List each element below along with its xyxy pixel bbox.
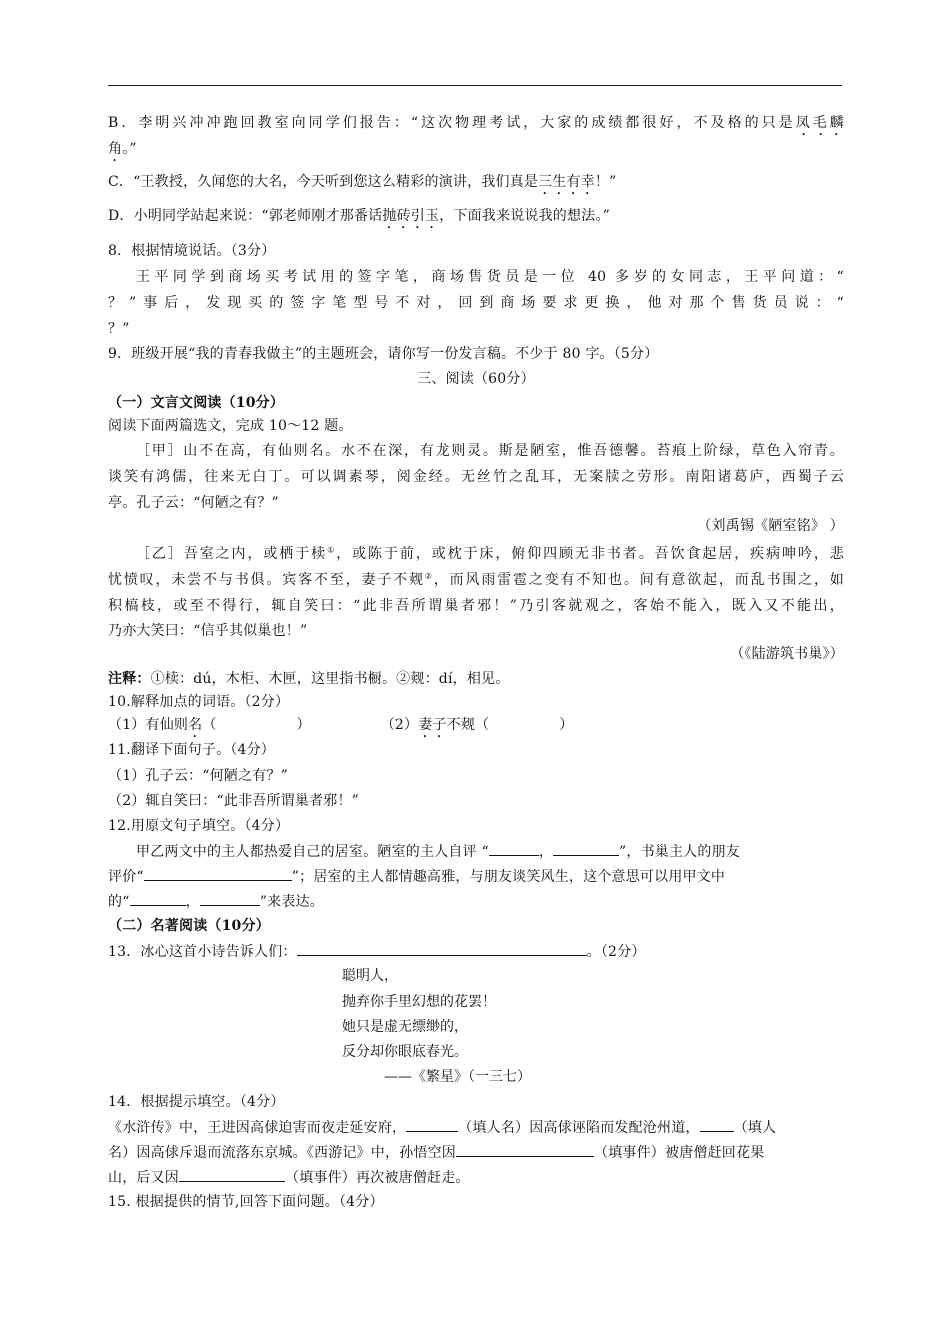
passage-yi-line1a: ［乙］吾室之内，或栖于椟	[136, 546, 328, 562]
option-c-idiom: 三生有幸	[538, 174, 595, 190]
annotation-text: ①椟：dú，木柜、木匣，这里指书橱。②觌：dí，相见。	[150, 671, 510, 687]
q12-line1-end: ”，书巢主人的朋友	[619, 844, 740, 860]
passage-jia-line1: ［甲］山不在高，有仙则名。水不在深，有龙则灵。斯是陋室，惟吾德馨。苔痕上阶绿，草色入帘青。	[136, 443, 844, 459]
poem-line-4: 反分却你眼底春光。	[342, 1044, 468, 1060]
q13-text: 13．冰心这首小诗告诉人们：	[108, 944, 297, 960]
question-8: 8．根据情境说话。（3分）	[108, 243, 276, 259]
q14-line1-text: 《水浒传》中，王进因高俅迫害而夜走延安府，	[108, 1120, 407, 1136]
q12-line2-text: ”；居室的主人都情趣高雅，与朋友谈笑风生，这个意思可以用甲文中	[291, 869, 726, 885]
q13-end: 。（2分）	[586, 944, 646, 960]
passage-yi-line2b: ，而风雨雷雹之变有不知也。间有意欲起，而乱书围之，如	[433, 572, 845, 588]
option-d-end: ，下面我来说说我的想法。”	[439, 208, 610, 224]
q13-blank[interactable]	[297, 942, 587, 956]
option-b-idiom-end: 角	[108, 141, 123, 157]
q10a-paren-close: ）	[296, 717, 311, 733]
q12-line2-start: 评价“	[108, 869, 144, 885]
question-8-para1: 王平同学到商场买考试用的签字笔，商场售货员是一位 40 多岁的女同志，王平问道：“	[136, 269, 844, 285]
question-12-line2	[108, 867, 844, 886]
passage-yi-source: （《陆游筑书巢》）	[730, 646, 844, 662]
question-12: 12.用原文句子填空。（4分）	[108, 818, 290, 834]
question-12-line3	[108, 892, 844, 911]
question-11b: （2）辄自笑曰：“此非吾所谓巢者邪！”	[108, 793, 360, 809]
option-b-line1	[108, 114, 844, 139]
question-8-para3: ？”	[108, 321, 130, 337]
option-d	[108, 207, 844, 232]
option-c-text: C．“王教授，久闻您的大名，今天听到您这么精彩的演讲，我们真是	[108, 174, 539, 190]
q14-line1-end: （填人	[733, 1120, 777, 1136]
section-3-title: 三、阅读（60分）	[417, 371, 535, 387]
passage-yi-line3: 积槁枝，或至不得行，辄自笑曰：“此非吾所谓巢者邪！”乃引客就观之，客始不能入，既入又不能出，	[108, 598, 844, 614]
reading-intro: 阅读下面两篇选文，完成 10～12 题。	[108, 418, 353, 434]
header-rule	[108, 85, 842, 86]
q10a-text: （1）有仙则	[108, 717, 189, 733]
question-8-para2: ？”事后，发现买的签字笔型号不对，回到商场要求更换，他对那个售货员说：“	[108, 295, 844, 311]
passage-jia-line2: 谈笑有鸿儒，往来无白丁。可以调素琴，阅金经。无丝竹之乱耳，无案牍之劳形。南阳诸葛庐，西蜀子云	[108, 469, 844, 485]
passage-yi-line1b: ，或陈于前，或枕于床，俯仰四顾无非书者。吾饮食起居，疾病呻吟，悲	[336, 546, 844, 562]
question-14: 14．根据提示填空。（4分）	[108, 1094, 285, 1110]
footnote-mark-1: ①	[327, 545, 337, 555]
q14-blank-1[interactable]	[406, 1118, 458, 1132]
q14-blank-3[interactable]	[456, 1143, 594, 1157]
q10b-paren-open: 不觌（	[446, 717, 490, 733]
passage-jia-source: （刘禹锡《陋室铭》 ）	[697, 518, 844, 534]
poem-source: ——《繁星》（一三七）	[384, 1069, 531, 1085]
passage-yi-line1	[136, 545, 844, 563]
q12-blank-3[interactable]	[144, 867, 292, 881]
q12-blank-1[interactable]	[489, 842, 539, 856]
passage-yi-line2	[108, 571, 844, 589]
q14-line3-end: （填事件）再次被唐僧赶走。	[285, 1170, 470, 1186]
option-b-line2	[108, 140, 844, 165]
q12-comma-2: ，	[185, 894, 200, 910]
annotation-label: 注释：	[108, 671, 151, 687]
q14-line3-text: 山，后又因	[108, 1170, 179, 1186]
question-14-line3	[108, 1168, 844, 1187]
option-c-end: ！”	[594, 174, 617, 190]
subsection-classical: （一）文言文阅读（10分）	[108, 395, 285, 411]
question-10: 10.解释加点的词语。（2分）	[108, 694, 290, 710]
question-15: 15. 根据提供的情节,回答下面问题。（4分）	[108, 1194, 384, 1210]
poem-line-2: 抛弃你手里幻想的花罢！	[342, 994, 496, 1010]
q10b-paren-close: ）	[559, 717, 574, 733]
option-b-end: 。”	[122, 141, 137, 157]
option-b-idiom: 凤毛麟	[795, 115, 844, 131]
q14-line2-end: （填事件）被唐僧赶回花果	[594, 1145, 765, 1161]
question-9: 9．班级开展“我的青春我做主”的主题班会，请你写一份发言稿。不少于 80 字。（5分）	[108, 346, 659, 362]
passage-yi-line4: 乃亦大笑曰：“信乎其似巢也！”	[108, 623, 308, 639]
question-10-items	[108, 716, 844, 741]
question-14-line1	[108, 1118, 844, 1137]
question-14-line2	[108, 1143, 844, 1162]
q10b-dotted: 妻子	[418, 717, 447, 733]
q14-line2-text: 名）因高俅斥退而流落东京城。《西游记》中，孙悟空因	[108, 1145, 456, 1161]
question-11: 11.翻译下面句子。（4分）	[108, 742, 275, 758]
q10b-text: （2）	[380, 717, 419, 733]
poem-line-3: 她只是虚无缥缈的，	[342, 1019, 468, 1035]
q14-line1-mid: （填人名）因高俅诬陷而发配沧州道，	[458, 1120, 700, 1136]
q12-line1-text: 甲乙两文中的主人都热爱自己的居室。陋室的主人自评 “	[136, 844, 489, 860]
q12-comma-1: ，	[538, 844, 554, 860]
q12-blank-2[interactable]	[553, 842, 619, 856]
option-d-text: D．小明同学站起来说：“郭老师刚才那番话	[108, 208, 383, 224]
q12-blank-4[interactable]	[130, 892, 186, 906]
subsection-classics: （二）名著阅读（10分）	[108, 918, 270, 934]
q12-line3-start: 的“	[108, 894, 130, 910]
option-b-text: B．李明兴冲冲跑回教室向同学们报告：“这次物理考试，大家的成绩都很好，不及格的只是	[108, 115, 796, 131]
option-c	[108, 173, 844, 198]
passage-yi-line2a: 忧愤叹，未尝不与书俱。宾客不至，妻子不觌	[108, 572, 425, 588]
q14-blank-2[interactable]	[700, 1118, 734, 1132]
passage-jia-line3: 亭。孔子云：“何陋之有？”	[108, 495, 279, 511]
annotation	[108, 670, 844, 688]
q14-blank-4[interactable]	[179, 1168, 285, 1182]
question-12-line1	[136, 842, 844, 861]
poem-line-1: 聪明人，	[342, 968, 398, 984]
question-13	[108, 942, 844, 961]
q10a-dotted: 名	[188, 717, 203, 733]
q12-blank-5[interactable]	[200, 892, 260, 906]
footnote-mark-2: ②	[424, 571, 434, 581]
q10a-paren-open: （	[202, 717, 217, 733]
q12-line3-end: ”来表达。	[259, 894, 324, 910]
question-11a: （1）孔子云：“何陋之有？”	[108, 768, 289, 784]
option-d-idiom: 抛砖引玉	[382, 208, 440, 224]
